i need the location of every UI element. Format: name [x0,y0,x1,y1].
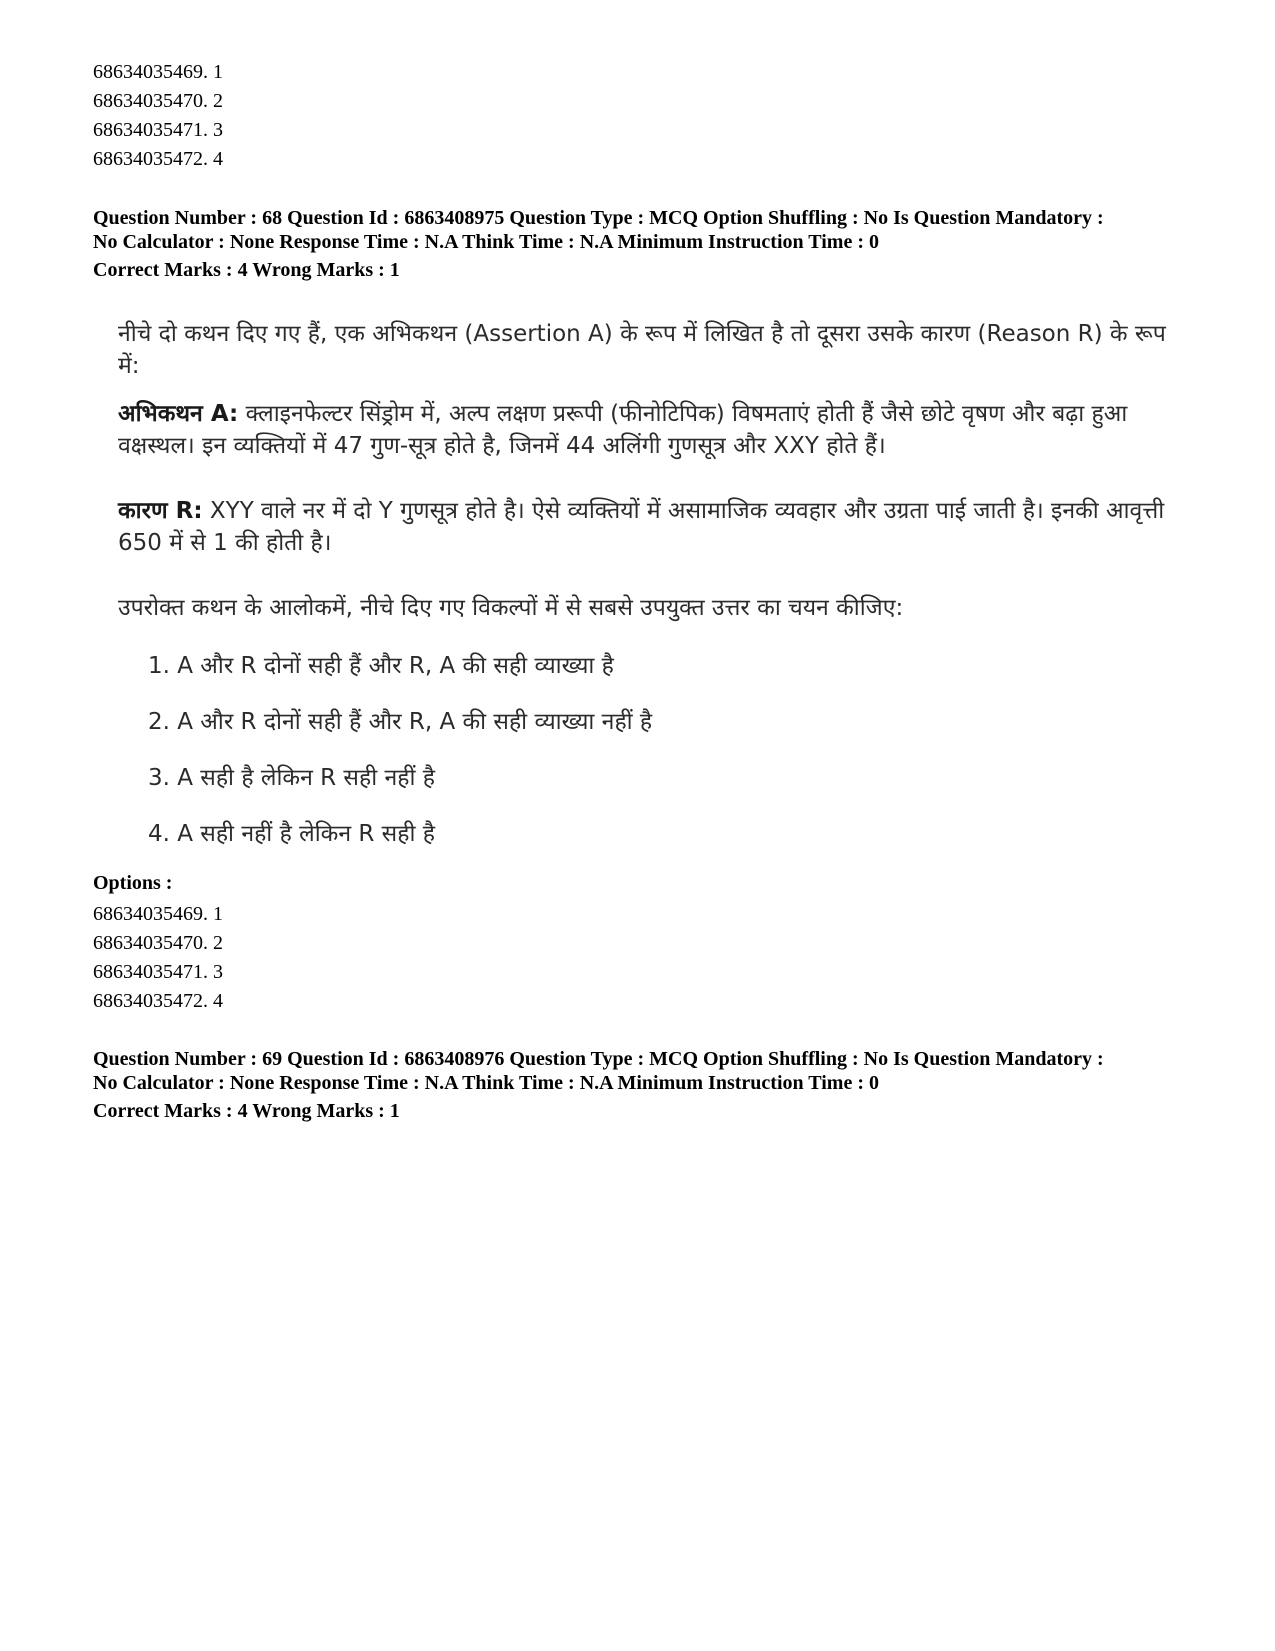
question-68-meta [93,206,1213,282]
assertion-statement [118,398,1178,462]
option-item: 68634035469. 1 [93,903,223,925]
answer-choice: 2. A और R दोनों सही हैं और R, A की सही व्याख्या नहीं है [148,709,653,735]
question-meta-line-2: No Calculator : None Response Time : N.A Think Time : N.A Minimum Instruction Time : 0 [93,231,879,253]
options-label: Options : [93,872,173,894]
option-item: 68634035470. 2 [93,932,223,954]
reason-statement [118,495,1178,559]
assertion-text: क्लाइनफेल्टर सिंड्रोम में, अल्प लक्षण प्ररूपी (फीनोटिपिक) विषमताएं होती हैं जैसे छोटे वृषण और बढ़ा हुआ वक्षस्थल। इन व्यक्तियों में 47 गुण-सूत्र होते है, जिनमें 44 अलिंगी गुणसूत्र और XXY होते हैं। [118,401,1128,459]
option-item: 68634035469. 1 [93,61,223,83]
question-meta-line-2: No Calculator : None Response Time : N.A Think Time : N.A Minimum Instruction Time : 0 [93,1072,879,1094]
option-item: 68634035472. 4 [93,148,223,170]
previous-options-list [93,58,223,174]
question-68-options-list [93,900,223,1016]
assertion-label: अभिकथन A: [118,401,239,427]
answer-choice: 1. A और R दोनों सही हैं और R, A की सही व्याख्या है [148,653,614,679]
question-meta-line-1: Question Number : 69 Question Id : 6863408976 Question Type : MCQ Option Shuffling : No Is Question Mandatory : [93,1048,1104,1070]
question-instruction: उपरोक्त कथन के आलोकमें, नीचे दिए गए विकल्पों में से सबसे उपयुक्त उत्तर का चयन कीजिए: [118,595,904,621]
question-69-meta [93,1047,1213,1123]
reason-text: XYY वाले नर में दो Y गुणसूत्र होते है। ऐसे व्यक्तियों में असामाजिक व्यवहार और उग्रता पाई जाती है। इनकी आवृत्ती 650 में से 1 की होती है। [118,498,1165,556]
option-item: 68634035471. 3 [93,961,223,983]
question-marks: Correct Marks : 4 Wrong Marks : 1 [93,1100,400,1122]
option-item: 68634035470. 2 [93,90,223,112]
reason-label: कारण R: [118,498,203,524]
question-68-body [118,318,1198,858]
question-marks: Correct Marks : 4 Wrong Marks : 1 [93,259,400,281]
question-intro: नीचे दो कथन दिए गए हैं, एक अभिकथन (Assertion A) के रूप में लिखित है तो दूसरा उसके कारण (Reason R) के रूप में: [118,321,1166,379]
answer-choice: 4. A सही नहीं है लेकिन R सही है [148,821,435,847]
answer-choice: 3. A सही है लेकिन R सही नहीं है [148,765,435,791]
question-meta-line-1: Question Number : 68 Question Id : 6863408975 Question Type : MCQ Option Shuffling : No Is Question Mandatory : [93,207,1104,229]
option-item: 68634035471. 3 [93,119,223,141]
option-item: 68634035472. 4 [93,990,223,1012]
